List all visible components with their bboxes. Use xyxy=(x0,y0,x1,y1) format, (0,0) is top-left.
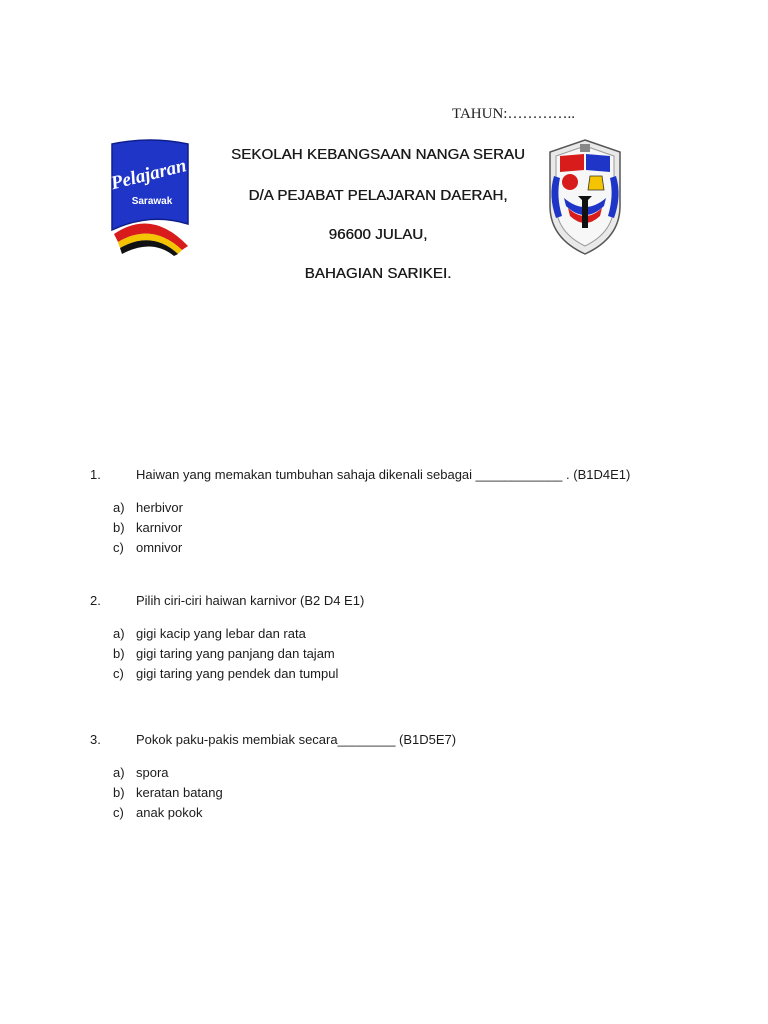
school-name-line-4: BAHAGIAN SARIKEI. xyxy=(304,265,452,282)
question-text: Pilih ciri-ciri haiwan karnivor (B2 D4 E1) xyxy=(136,593,365,608)
option-label: a) xyxy=(113,626,125,641)
option-text: spora xyxy=(136,765,169,780)
logo-left-line2: Sarawak xyxy=(131,196,173,207)
option-label: c) xyxy=(113,805,124,820)
option-label: b) xyxy=(113,785,125,800)
question-number: 3. xyxy=(90,732,101,747)
option-label: a) xyxy=(113,500,125,515)
question-text: Pokok paku-pakis membiak secara________ (B1D5E7) xyxy=(136,732,457,747)
question-number: 2. xyxy=(90,593,101,608)
option-label: b) xyxy=(113,646,125,661)
option-text: gigi kacip yang lebar dan rata xyxy=(136,626,306,641)
option-text: herbivor xyxy=(136,500,183,515)
option-text: omnivor xyxy=(136,540,183,555)
option-label: a) xyxy=(113,765,125,780)
option-label: c) xyxy=(113,540,124,555)
option-label: c) xyxy=(113,666,124,681)
question-number: 1. xyxy=(90,467,101,482)
school-name-line-3: 96600 JULAU, xyxy=(328,226,428,243)
question-text: Haiwan yang memakan tumbuhan sahaja dikenali sebagai ____________ . (B1D4E1) xyxy=(136,467,631,482)
pelajaran-sarawak-logo xyxy=(108,138,192,256)
option-text: karnivor xyxy=(136,520,183,535)
tahun-label: TAHUN:………….. xyxy=(452,106,575,122)
school-crest-logo xyxy=(544,136,626,258)
school-name-line-1: SEKOLAH KEBANGSAAN NANGA SERAU xyxy=(231,146,525,163)
option-label: b) xyxy=(113,520,125,535)
option-text: keratan batang xyxy=(136,785,223,800)
option-text: gigi taring yang panjang dan tajam xyxy=(136,646,335,661)
option-text: gigi taring yang pendek dan tumpul xyxy=(136,666,339,681)
logo-left-line1: Pelajaran xyxy=(108,155,189,195)
school-name-line-2: D/A PEJABAT PELAJARAN DAERAH, xyxy=(248,187,508,204)
option-text: anak pokok xyxy=(136,805,203,820)
